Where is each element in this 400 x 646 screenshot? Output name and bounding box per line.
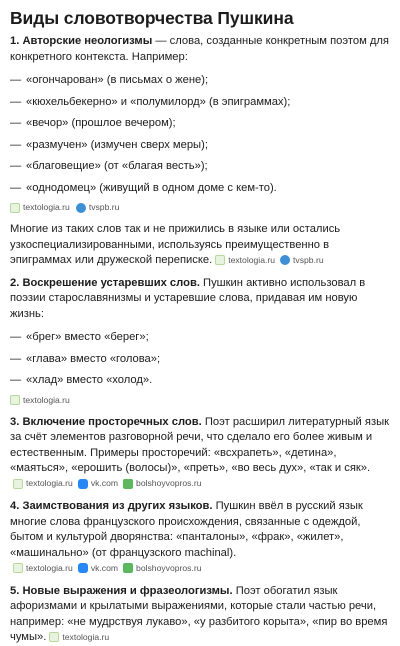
dash-bullet: — <box>10 331 22 343</box>
section-archaisms <box>10 276 390 406</box>
list-item-text: «огончарован» (в письмах о жене); <box>26 74 209 86</box>
list-item-text: «глава» вместо «голова»; <box>26 352 161 365</box>
dash-bullet: — <box>10 138 22 151</box>
list-item <box>10 330 390 346</box>
source-label: textologia.ru <box>228 254 276 265</box>
section-text: Поэт расширил литературный язык за счёт элементов разговорной речи, что сделало его более живым и естественным. Примеры просторечий: «всхрапеть», «детина», «маяться», «ерошить (волосы)», «преть», «во весь дух», «так и сяк». <box>10 415 390 474</box>
section-heading: 5. Новые выражения и фразеологизмы. <box>10 584 233 597</box>
source-label: textologia.ru <box>23 394 70 405</box>
list-item <box>10 95 390 111</box>
tvspb-icon <box>76 203 86 213</box>
section-text: Пушкин ввёл в русский язык многие слова французского происхождения, связанные с одеждой, бытом и культурой дворянства: «панталоны», «фрак», «жилет», «машинально» (от французского machinal). <box>10 500 363 559</box>
textologia-icon <box>215 255 225 265</box>
list-item <box>10 138 390 154</box>
source-link-textologia[interactable] <box>49 632 109 643</box>
textologia-icon <box>13 479 23 489</box>
section-neologisms <box>10 34 390 269</box>
source-label: textologia.ru <box>26 562 73 573</box>
section-intro <box>10 34 390 65</box>
list-item-text: «хлад» вместо «холод». <box>26 374 153 386</box>
paragraph-text: Многие из таких слов так и не прижились в языке или остались узкоспециализированными, используясь преимущественно в эпиграммах или дружеской переписке. <box>10 223 341 266</box>
source-links <box>49 632 109 643</box>
source-links <box>13 478 202 489</box>
textologia-icon <box>49 632 59 642</box>
textologia-icon <box>10 203 20 213</box>
section-paragraph <box>10 499 390 577</box>
list-item-text: «размучен» (измучен сверх меры); <box>26 138 208 151</box>
section-paragraph <box>10 222 390 269</box>
source-label: vk.com <box>90 478 119 489</box>
source-label: vk.com <box>90 562 119 573</box>
list-item-text: «благовещие» (от «благая весть»); <box>26 160 208 172</box>
source-label: textologia.ru <box>26 478 73 489</box>
section-intro <box>10 276 390 323</box>
page-title: Виды словотворчества Пушкина <box>10 8 294 28</box>
dash-bullet: — <box>10 74 22 86</box>
source-label: bolshoyvopros.ru <box>136 478 202 489</box>
section-text: Поэт обогатил язык афоризмами и крылатыми выражениями, которые стали частью речи, например: «не мудрствуя лукаво», «у разбитого корыта», «пир во время чумы». <box>10 584 388 643</box>
dash-bullet: — <box>10 352 22 365</box>
section-heading: 1. Авторские неологизмы <box>10 35 153 47</box>
source-link-textologia[interactable] <box>13 563 73 574</box>
section-text: Пушкин активно использовал в поэзии старославянизмы и устаревшие слова, придавая им новую жизнь: <box>10 276 366 320</box>
source-link-vk[interactable] <box>78 563 118 574</box>
section-heading: 4. Заимствования из других языков. <box>10 500 213 512</box>
source-link-vk[interactable] <box>78 478 118 489</box>
section-paragraph <box>10 415 390 493</box>
section-paragraph <box>10 584 390 646</box>
source-label: bolshoyvopros.ru <box>136 562 202 573</box>
source-link-textologia[interactable] <box>10 202 70 213</box>
source-label: textologia.ru <box>23 202 70 212</box>
list-item-text: «однодомец» (живущий в одном доме с кем-то). <box>26 181 277 194</box>
section-text: — слова, созданные конкретным поэтом для конкретного контекста. Например: <box>10 35 389 63</box>
section-colloquialisms <box>10 415 390 493</box>
source-label: tvspb.ru <box>293 254 324 265</box>
source-link-textologia[interactable] <box>10 395 70 406</box>
list-item <box>10 159 390 175</box>
dash-bullet: — <box>10 95 22 108</box>
dash-bullet: — <box>10 117 22 129</box>
list-item <box>10 181 390 197</box>
source-links <box>215 255 323 266</box>
source-links <box>10 202 390 213</box>
list-item-text: «брег» вместо «берег»; <box>26 331 149 343</box>
source-link-textologia[interactable] <box>215 255 275 266</box>
list-item <box>10 116 390 132</box>
section-borrowings <box>10 499 390 577</box>
dash-bullet: — <box>10 181 22 194</box>
source-link-tvspb[interactable] <box>76 202 120 213</box>
source-link-bolshoyvopros[interactable] <box>123 563 201 574</box>
bolshoyvopros-icon <box>123 563 133 573</box>
source-links <box>10 395 390 406</box>
vk-icon <box>78 479 88 489</box>
dash-bullet: — <box>10 374 22 386</box>
bolshoyvopros-icon <box>123 479 133 489</box>
tvspb-icon <box>280 255 290 265</box>
dash-bullet: — <box>10 160 22 172</box>
source-link-tvspb[interactable] <box>280 255 324 266</box>
vk-icon <box>78 563 88 573</box>
list-item-text: «вечор» (прошлое вечером); <box>26 117 176 129</box>
source-link-bolshoyvopros[interactable] <box>123 478 201 489</box>
list-item <box>10 352 390 368</box>
source-label: tvspb.ru <box>88 202 120 212</box>
list-item <box>10 73 390 89</box>
section-phraseology <box>10 584 390 646</box>
source-links <box>13 563 202 574</box>
source-link-textologia[interactable] <box>13 478 73 489</box>
source-label: textologia.ru <box>62 631 110 642</box>
section-heading: 2. Воскрешение устаревших слов. <box>10 276 200 289</box>
textologia-icon <box>13 563 23 573</box>
list-item <box>10 373 390 389</box>
textologia-icon <box>10 395 20 405</box>
list-item-text: «кюхельбекерно» и «полумилорд» (в эпиграммах); <box>26 95 291 108</box>
section-heading: 3. Включение просторечных слов. <box>10 415 202 428</box>
